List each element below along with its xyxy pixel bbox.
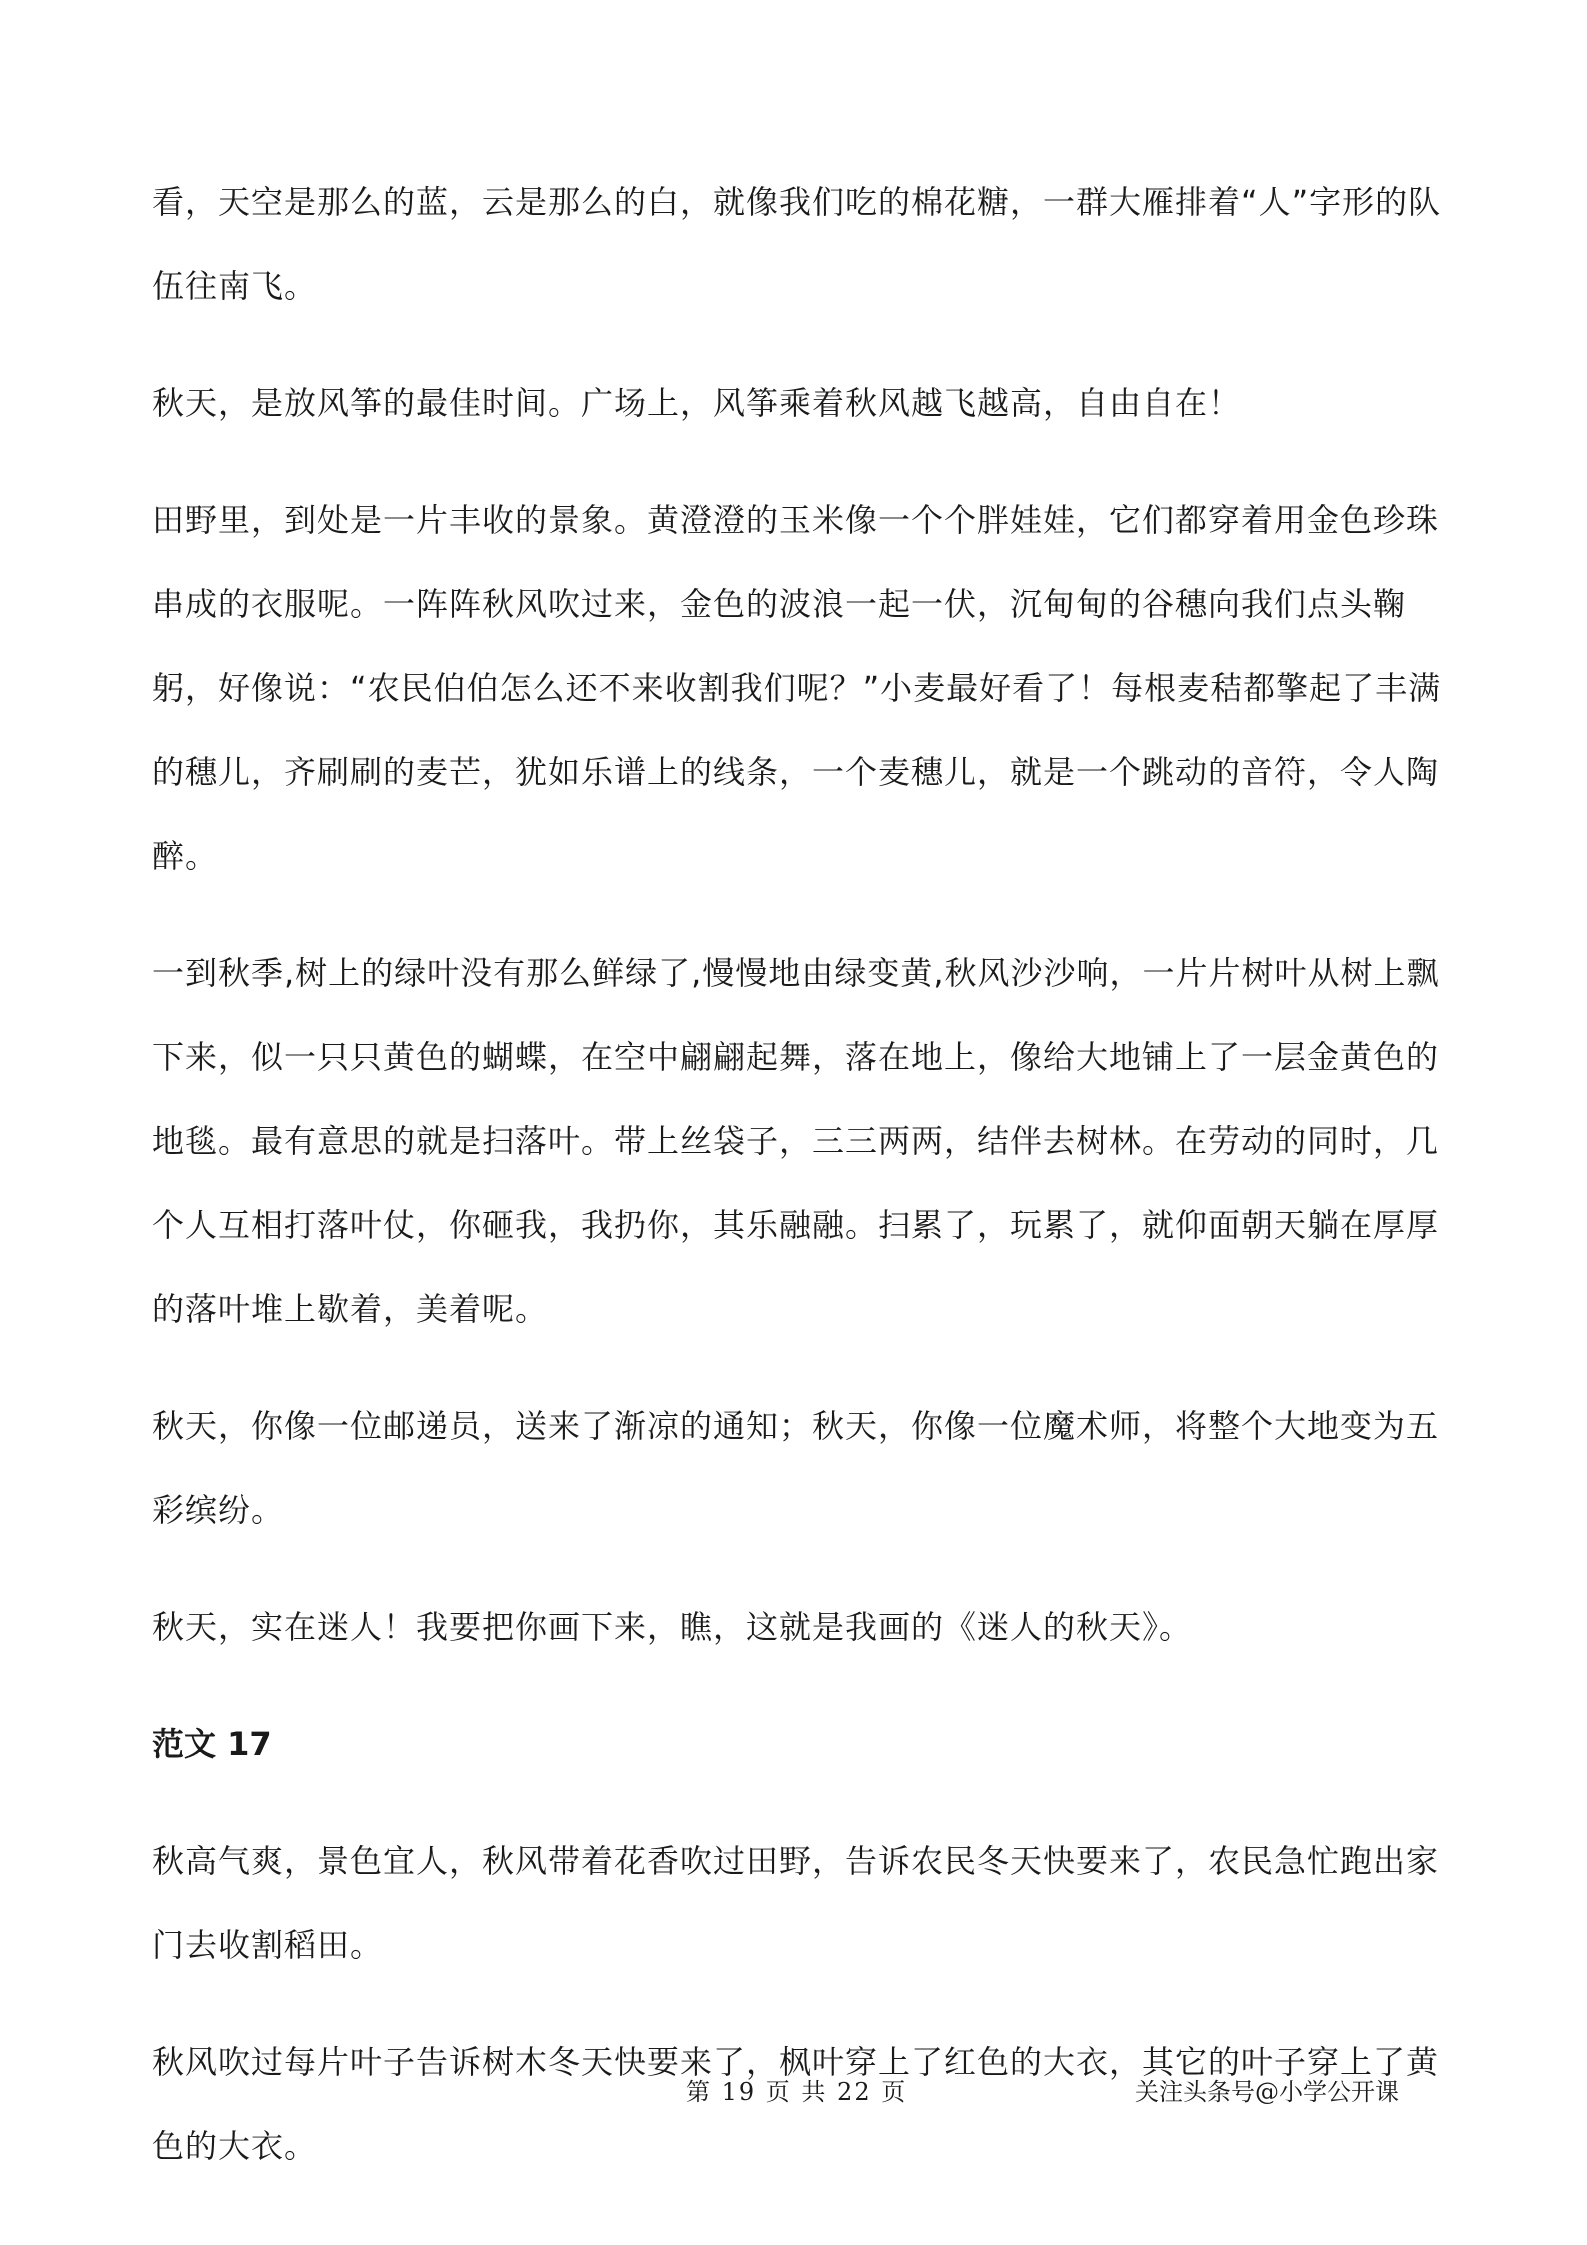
page-footer — [0, 2072, 1587, 2112]
footer-credit: 关注头条号@小学公开课 — [1135, 2078, 1399, 2106]
paragraph: 秋天，实在迷人！我要把你画下来，瞧，这就是我画的《迷人的秋天》。 — [152, 1608, 1193, 1646]
section-heading: 范文 17 — [152, 1725, 272, 1763]
page-number: 第 19 页 共 22 页 — [686, 2078, 908, 2106]
paragraph: 田野里，到处是一片丰收的景象。黄澄澄的玉米像一个个胖娃娃，它们都穿着用金色珍珠串成的衣服呢。一阵阵秋风吹过来，金色的波浪一起一伏，沉甸甸的谷穗向我们点头鞠躬，好像说：“农民伯伯怎么还不来收割我们呢？”小麦最好看了！每根麦秸都擎起了丰满的穗儿，齐刷刷的麦芒，犹如乐谱上的线条，一个麦穗儿，就是一个跳动的音符，令人陶醉。 — [152, 501, 1442, 875]
paragraph: 一到秋季,树上的绿叶没有那么鲜绿了,慢慢地由绿变黄,秋风沙沙响，一片片树叶从树上飘下来，似一只只黄色的蝴蝶，在空中翩翩起舞，落在地上，像给大地铺上了一层金黄色的地毯。最有意思的就是扫落叶。带上丝袋子，三三两两，结伴去树林。在劳动的同时，几个人互相打落叶仗，你砸我，我扔你，其乐融融。扫累了，玩累了，就仰面朝天躺在厚厚的落叶堆上歇着，美着呢。 — [152, 954, 1440, 1328]
paragraph: 秋天，你像一位邮递员，送来了渐凉的通知；秋天，你像一位魔术师，将整个大地变为五彩缤纷。 — [152, 1407, 1440, 1529]
paragraph: 秋天，是放风筝的最佳时间。广场上，风筝乘着秋风越飞越高，自由自在！ — [152, 384, 1242, 422]
paragraph: 秋高气爽，景色宜人，秋风带着花香吹过田野，告诉农民冬天快要来了，农民急忙跑出家门去收割稻田。 — [152, 1842, 1440, 1964]
paragraph: 秋风吹过每片叶子告诉树木冬天快要来了，枫叶穿上了红色的大衣，其它的叶子穿上了黄色的大衣。 — [152, 2043, 1440, 2165]
paragraph: 看，天空是那么的蓝，云是那么的白，就像我们吃的棉花糖，一群大雁排着“人”字形的队伍往南飞。 — [152, 183, 1442, 305]
document-body — [152, 160, 1452, 2221]
